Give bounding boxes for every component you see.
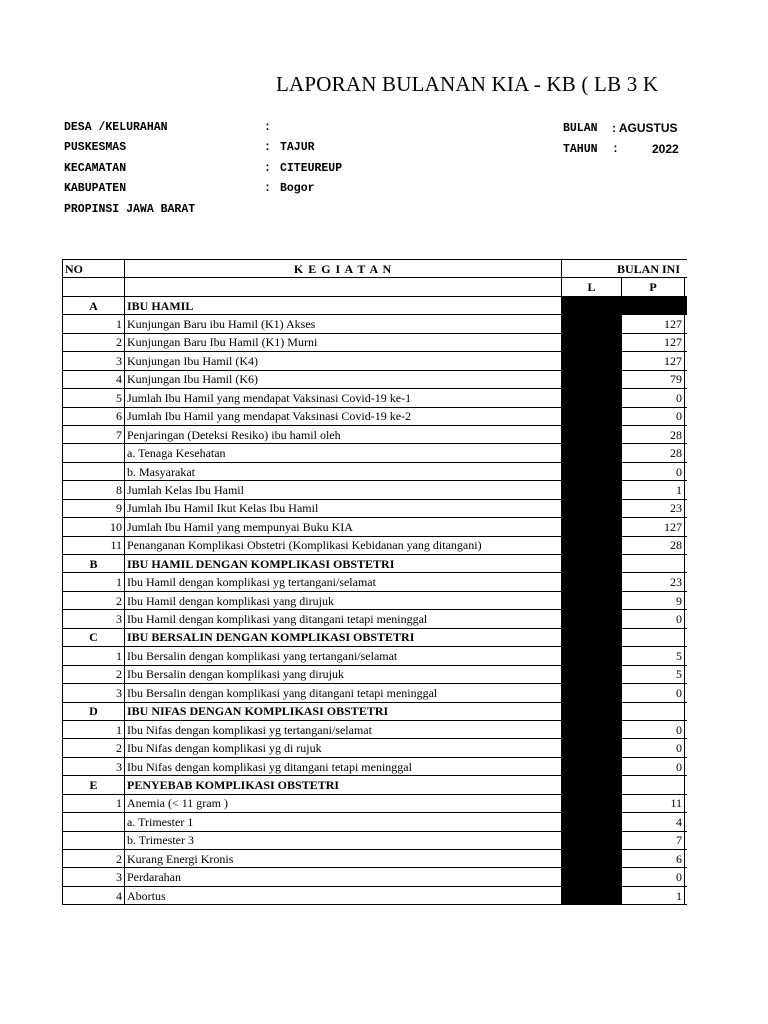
row-label: b. Trimester 3 bbox=[125, 831, 562, 849]
header-no: NO bbox=[63, 260, 125, 278]
cell-l-blocked bbox=[562, 536, 622, 554]
cell-p-value bbox=[622, 776, 685, 794]
cell-p-value: 28 bbox=[622, 444, 685, 462]
cell-p-value: 0 bbox=[622, 407, 685, 425]
cell-l-blocked bbox=[562, 702, 622, 720]
row-number: 4 bbox=[63, 886, 125, 904]
cell-p-value: 1 bbox=[622, 886, 685, 904]
table-row bbox=[63, 315, 703, 333]
row-number: 1 bbox=[63, 794, 125, 812]
kecamatan-label: KECAMATAN bbox=[64, 162, 127, 175]
cell-l-blocked bbox=[562, 315, 622, 333]
cell-l-blocked bbox=[562, 296, 622, 314]
kabupaten-colon: : bbox=[264, 182, 271, 195]
row-number: 1 bbox=[63, 315, 125, 333]
section-title: IBU BERSALIN DENGAN KOMPLIKASI OBSTETRI bbox=[125, 628, 562, 646]
table-row bbox=[63, 850, 703, 868]
cell-p-value: 0 bbox=[622, 462, 685, 480]
cell-p-value: 5 bbox=[622, 665, 685, 683]
table-row bbox=[63, 333, 703, 351]
section-row bbox=[63, 628, 703, 646]
desa-colon: : bbox=[264, 121, 271, 134]
row-number: 1 bbox=[63, 573, 125, 591]
cell-l-blocked bbox=[562, 794, 622, 812]
row-number: B bbox=[63, 555, 125, 573]
table-row bbox=[63, 665, 703, 683]
subheader-row bbox=[63, 278, 703, 296]
cell-l-blocked bbox=[562, 720, 622, 738]
subheader-empty-kegiatan bbox=[125, 278, 562, 296]
cell-p-value: 127 bbox=[622, 352, 685, 370]
row-number: 9 bbox=[63, 499, 125, 517]
row-label: Kunjungan Ibu Hamil (K6) bbox=[125, 370, 562, 388]
cell-l-blocked bbox=[562, 831, 622, 849]
header-kegiatan: K E G I A T A N bbox=[125, 260, 562, 278]
row-label: Kurang Energi Kronis bbox=[125, 850, 562, 868]
row-label: Kunjungan Baru ibu Hamil (K1) Akses bbox=[125, 315, 562, 333]
cell-p-value: 79 bbox=[622, 370, 685, 388]
cell-l-blocked bbox=[562, 481, 622, 499]
row-label: Jumlah Ibu Hamil yang mendapat Vaksinasi Covid-19 ke-1 bbox=[125, 389, 562, 407]
row-number: 8 bbox=[63, 481, 125, 499]
cell-l-blocked bbox=[562, 591, 622, 609]
row-number: 6 bbox=[63, 407, 125, 425]
row-number bbox=[63, 444, 125, 462]
row-number: 10 bbox=[63, 518, 125, 536]
cell-p-value bbox=[622, 628, 685, 646]
cell-l-blocked bbox=[562, 684, 622, 702]
row-label: Penjaringan (Deteksi Resiko) ibu hamil oleh bbox=[125, 425, 562, 443]
row-number: E bbox=[63, 776, 125, 794]
report-table bbox=[62, 259, 703, 905]
cell-p-value: 7 bbox=[622, 831, 685, 849]
section-row bbox=[63, 555, 703, 573]
row-label: Anemia (< 11 gram ) bbox=[125, 794, 562, 812]
table-row bbox=[63, 868, 703, 886]
table-row bbox=[63, 481, 703, 499]
cell-l-blocked bbox=[562, 425, 622, 443]
row-number: C bbox=[63, 628, 125, 646]
cell-l-blocked bbox=[562, 813, 622, 831]
propinsi-label: PROPINSI JAWA BARAT bbox=[64, 203, 196, 216]
cell-l-blocked bbox=[562, 757, 622, 775]
table-row bbox=[63, 518, 703, 536]
cell-l-blocked bbox=[562, 573, 622, 591]
row-label: Abortus bbox=[125, 886, 562, 904]
row-label: Ibu Nifas dengan komplikasi yg ditangani tetapi meninggal bbox=[125, 757, 562, 775]
row-number: 1 bbox=[63, 647, 125, 665]
table-row bbox=[63, 813, 703, 831]
cell-l-blocked bbox=[562, 499, 622, 517]
cell-l-blocked bbox=[562, 868, 622, 886]
row-number: 3 bbox=[63, 684, 125, 702]
cell-p-value: 5 bbox=[622, 647, 685, 665]
cell-p-value: 23 bbox=[622, 573, 685, 591]
row-label: Ibu Hamil dengan komplikasi yg tertangani/selamat bbox=[125, 573, 562, 591]
row-number: 2 bbox=[63, 333, 125, 351]
desa-label: DESA /KELURAHAN bbox=[64, 121, 168, 134]
row-label: Ibu Hamil dengan komplikasi yang dirujuk bbox=[125, 591, 562, 609]
section-title: IBU HAMIL bbox=[125, 296, 562, 314]
cell-p-value: 11 bbox=[622, 794, 685, 812]
table-row bbox=[63, 370, 703, 388]
cell-p-value: 0 bbox=[622, 610, 685, 628]
row-number: D bbox=[63, 702, 125, 720]
row-label: Ibu Bersalin dengan komplikasi yang ditangani tetapi meninggal bbox=[125, 684, 562, 702]
table-row bbox=[63, 886, 703, 904]
row-number: 2 bbox=[63, 665, 125, 683]
row-label: Ibu Hamil dengan komplikasi yang ditangani tetapi meninggal bbox=[125, 610, 562, 628]
cell-p-value bbox=[622, 296, 685, 314]
cell-p-value: 0 bbox=[622, 389, 685, 407]
tahun-label: TAHUN bbox=[563, 143, 598, 156]
cell-l-blocked bbox=[562, 370, 622, 388]
subheader-empty-no bbox=[63, 278, 125, 296]
table-row bbox=[63, 352, 703, 370]
cell-p-value: 4 bbox=[622, 813, 685, 831]
row-number: A bbox=[63, 296, 125, 314]
table-row bbox=[63, 831, 703, 849]
row-label: Jumlah Kelas Ibu Hamil bbox=[125, 481, 562, 499]
table-row bbox=[63, 739, 703, 757]
header-l: L bbox=[562, 278, 622, 296]
row-label: Jumlah Ibu Hamil yang mendapat Vaksinasi Covid-19 ke-2 bbox=[125, 407, 562, 425]
kecamatan-colon: : bbox=[264, 162, 271, 175]
table-row bbox=[63, 389, 703, 407]
cell-p-value: 127 bbox=[622, 315, 685, 333]
row-number: 1 bbox=[63, 720, 125, 738]
table-row bbox=[63, 499, 703, 517]
row-number bbox=[63, 831, 125, 849]
table-row bbox=[63, 794, 703, 812]
cell-l-blocked bbox=[562, 555, 622, 573]
table-row bbox=[63, 684, 703, 702]
table-row bbox=[63, 591, 703, 609]
cell-p-value: 28 bbox=[622, 425, 685, 443]
cell-p-value: 1 bbox=[622, 481, 685, 499]
row-number: 5 bbox=[63, 389, 125, 407]
cell-l-blocked bbox=[562, 333, 622, 351]
row-number: 2 bbox=[63, 591, 125, 609]
cell-l-blocked bbox=[562, 610, 622, 628]
table-row bbox=[63, 647, 703, 665]
cell-l-blocked bbox=[562, 665, 622, 683]
cell-l-blocked bbox=[562, 444, 622, 462]
kabupaten-value: Bogor bbox=[280, 182, 315, 195]
row-number: 7 bbox=[63, 425, 125, 443]
header-row bbox=[63, 260, 703, 278]
row-label: Jumlah Ibu Hamil Ikut Kelas Ibu Hamil bbox=[125, 499, 562, 517]
row-number: 3 bbox=[63, 757, 125, 775]
section-title: IBU HAMIL DENGAN KOMPLIKASI OBSTETRI bbox=[125, 555, 562, 573]
cell-p-value: 127 bbox=[622, 518, 685, 536]
section-title: IBU NIFAS DENGAN KOMPLIKASI OBSTETRI bbox=[125, 702, 562, 720]
cell-l-blocked bbox=[562, 647, 622, 665]
row-number: 2 bbox=[63, 850, 125, 868]
cell-l-blocked bbox=[562, 462, 622, 480]
cell-p-value: 28 bbox=[622, 536, 685, 554]
row-label: Perdarahan bbox=[125, 868, 562, 886]
table-row bbox=[63, 462, 703, 480]
tahun-value: 2022 bbox=[652, 142, 679, 156]
table-row bbox=[63, 444, 703, 462]
row-label: Jumlah Ibu Hamil yang mempunyai Buku KIA bbox=[125, 518, 562, 536]
table-row bbox=[63, 425, 703, 443]
section-row bbox=[63, 702, 703, 720]
row-number: 3 bbox=[63, 352, 125, 370]
cell-l-blocked bbox=[562, 739, 622, 757]
table-row bbox=[63, 610, 703, 628]
row-label: a. Trimester 1 bbox=[125, 813, 562, 831]
row-number bbox=[63, 813, 125, 831]
puskesmas-colon: : bbox=[264, 141, 271, 154]
cell-p-value: 0 bbox=[622, 757, 685, 775]
row-label: Ibu Bersalin dengan komplikasi yang tertangani/selamat bbox=[125, 647, 562, 665]
cell-l-blocked bbox=[562, 352, 622, 370]
kabupaten-label: KABUPATEN bbox=[64, 182, 127, 195]
row-number: 2 bbox=[63, 739, 125, 757]
row-number bbox=[63, 462, 125, 480]
cell-p-value: 0 bbox=[622, 720, 685, 738]
table-row bbox=[63, 573, 703, 591]
header-p: P bbox=[622, 278, 685, 296]
section-title: PENYEBAB KOMPLIKASI OBSTETRI bbox=[125, 776, 562, 794]
section-row bbox=[63, 776, 703, 794]
table-row bbox=[63, 720, 703, 738]
header-bulan-ini: BULAN INI bbox=[562, 260, 703, 278]
cell-l-blocked bbox=[562, 389, 622, 407]
bulan-value: : AGUSTUS bbox=[612, 121, 678, 135]
cell-p-value bbox=[622, 702, 685, 720]
cell-p-value: 9 bbox=[622, 591, 685, 609]
table-row bbox=[63, 407, 703, 425]
cell-p-value: 0 bbox=[622, 739, 685, 757]
cell-l-blocked bbox=[562, 628, 622, 646]
cell-l-blocked bbox=[562, 850, 622, 868]
row-number: 11 bbox=[63, 536, 125, 554]
table-row bbox=[63, 757, 703, 775]
page-crop-edge bbox=[687, 0, 768, 1024]
row-number: 3 bbox=[63, 868, 125, 886]
puskesmas-value: TAJUR bbox=[280, 141, 315, 154]
cell-p-value: 0 bbox=[622, 684, 685, 702]
row-label: b. Masyarakat bbox=[125, 462, 562, 480]
bulan-label: BULAN bbox=[563, 122, 598, 135]
tahun-colon: : bbox=[612, 143, 619, 156]
row-label: Penanganan Komplikasi Obstetri (Komplikasi Kebidanan yang ditangani) bbox=[125, 536, 562, 554]
cell-l-blocked bbox=[562, 518, 622, 536]
report-title: LAPORAN BULANAN KIA - KB ( LB 3 K bbox=[276, 72, 659, 96]
row-number: 3 bbox=[63, 610, 125, 628]
cell-p-value: 23 bbox=[622, 499, 685, 517]
puskesmas-label: PUSKESMAS bbox=[64, 141, 127, 154]
row-label: Ibu Bersalin dengan komplikasi yang dirujuk bbox=[125, 665, 562, 683]
cell-l-blocked bbox=[562, 776, 622, 794]
row-number: 4 bbox=[63, 370, 125, 388]
cell-p-value: 6 bbox=[622, 850, 685, 868]
cell-l-blocked bbox=[562, 407, 622, 425]
kecamatan-value: CITEUREUP bbox=[280, 162, 343, 175]
cell-l-blocked bbox=[562, 886, 622, 904]
row-label: Kunjungan Baru Ibu Hamil (K1) Murni bbox=[125, 333, 562, 351]
row-label: Kunjungan Ibu Hamil (K4) bbox=[125, 352, 562, 370]
row-label: Ibu Nifas dengan komplikasi yg di rujuk bbox=[125, 739, 562, 757]
cell-p-value bbox=[622, 555, 685, 573]
section-row bbox=[63, 296, 703, 314]
table-row bbox=[63, 536, 703, 554]
row-label: Ibu Nifas dengan komplikasi yg tertangani/selamat bbox=[125, 720, 562, 738]
cell-p-value: 0 bbox=[622, 868, 685, 886]
row-label: a. Tenaga Kesehatan bbox=[125, 444, 562, 462]
cell-p-value: 127 bbox=[622, 333, 685, 351]
